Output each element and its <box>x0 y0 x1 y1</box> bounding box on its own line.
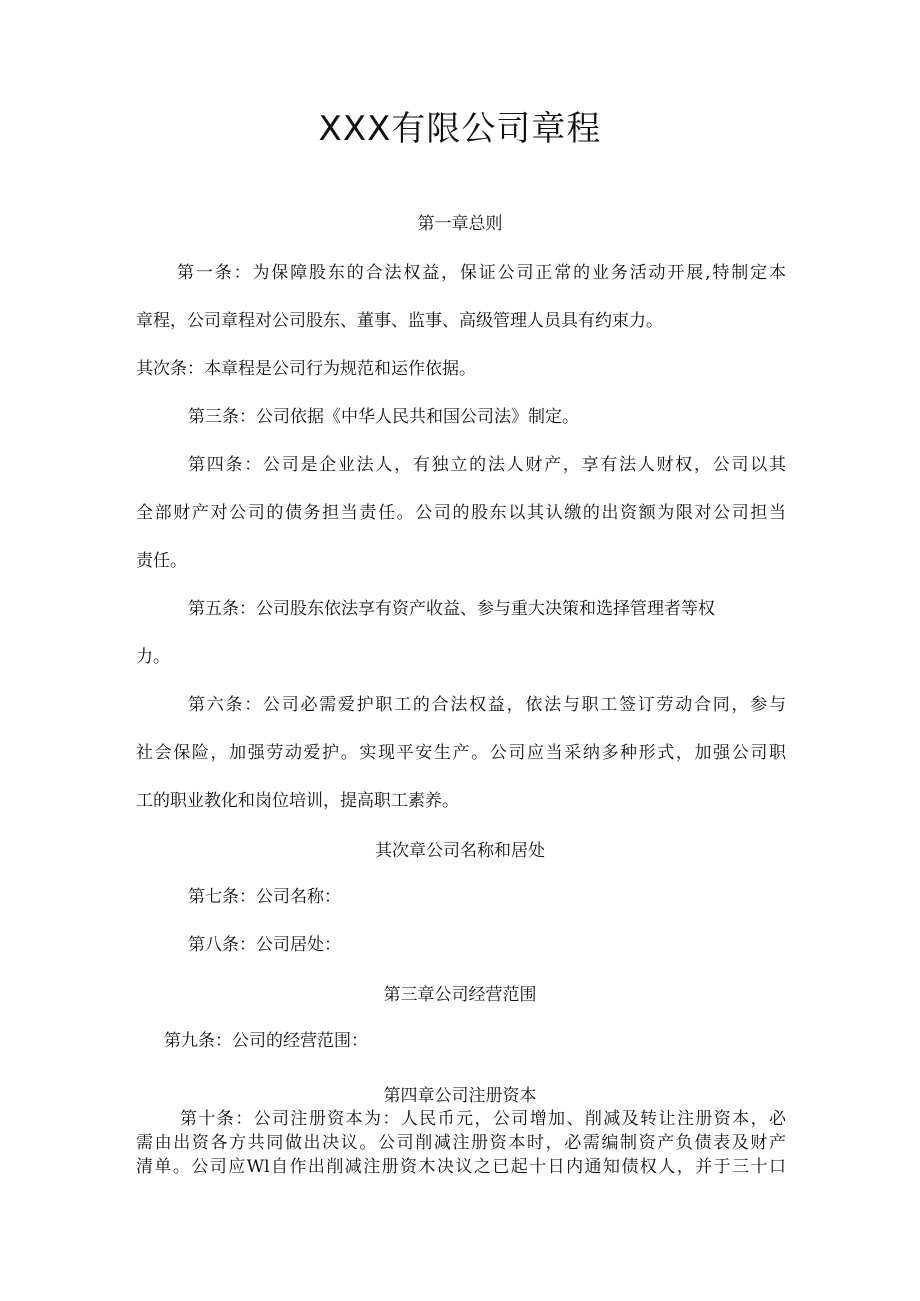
article-2-line-1: 其次条：本章程是公司行为规范和运作依据。 <box>136 359 476 379</box>
article-6 <box>136 681 786 825</box>
article-4 <box>136 441 786 585</box>
article-1 <box>136 249 786 345</box>
article-4-line-3: 责任。 <box>136 551 187 571</box>
article-5-line-2: 力。 <box>136 647 170 667</box>
article-3-line-1: 第三条：公司依据《中华人民共和国公司法》制定。 <box>188 407 579 427</box>
article-7 <box>136 873 786 921</box>
article-10-line-2: 需由出资各方共同做出决议。公司削减注册资本时，必需编制资产负债表及财产 <box>136 1133 786 1153</box>
article-5-line-1: 第五条：公司股东依法享有资产收益、参与重大决策和选择管理者等权 <box>188 599 715 619</box>
article-10 <box>136 1107 786 1179</box>
document-title: XXX有限公司章程 <box>318 109 602 149</box>
chapter-3-heading: 第三章公司经营范围 <box>383 985 537 1005</box>
article-10-line-1: 第十条：公司注册资本为：人民币元，公司增加、削减及转让注册资本，必 <box>180 1109 786 1129</box>
chapter-4-heading: 第四章公司注册资本 <box>383 1086 537 1106</box>
article-6-line-2: 社会保险，加强劳动爱护。实现平安生产。公司应当采纳多种形式，加强公司职 <box>136 743 786 763</box>
article-1-line-1: 第一条：为保障股东的合法权益，保证公司正常的业务活动开展,特制定本 <box>177 263 786 283</box>
article-9 <box>136 1017 786 1065</box>
article-1-line-2: 章程，公司章程对公司股东、董事、监事、高级管理人员具有约束力。 <box>136 311 663 331</box>
article-3 <box>136 393 786 441</box>
article-8 <box>136 921 786 969</box>
article-10-line-3: 清单。公司应Wl自作出削减注册资木决议之已起十日内通知债权人，并于三十口 <box>136 1157 786 1177</box>
article-7-line-1: 第七条：公司名称： <box>188 887 341 907</box>
article-9-line-1: 第九条：公司的经营范围： <box>164 1031 368 1051</box>
article-8-line-1: 第八条：公司居处： <box>188 935 341 955</box>
chapter-2-heading: 其次章公司名称和居处 <box>375 841 545 861</box>
article-6-line-3: 工的职业教化和岗位培训，提高职工素养。 <box>136 791 459 811</box>
article-5 <box>136 585 786 681</box>
article-2 <box>136 345 786 393</box>
article-6-line-1: 第六条：公司必需爱护职工的合法权益，依法与职工签订劳动合同，参与 <box>188 695 786 715</box>
article-4-line-1: 第四条：公司是企业法人，有独立的法人财产，享有法人财权，公司以其 <box>188 455 786 475</box>
article-4-line-2: 全部财产对公司的债务担当责任。公司的股东以其认缴的出资额为限对公司担当 <box>136 503 786 523</box>
chapter-1-heading: 第一章总则 <box>417 214 503 234</box>
